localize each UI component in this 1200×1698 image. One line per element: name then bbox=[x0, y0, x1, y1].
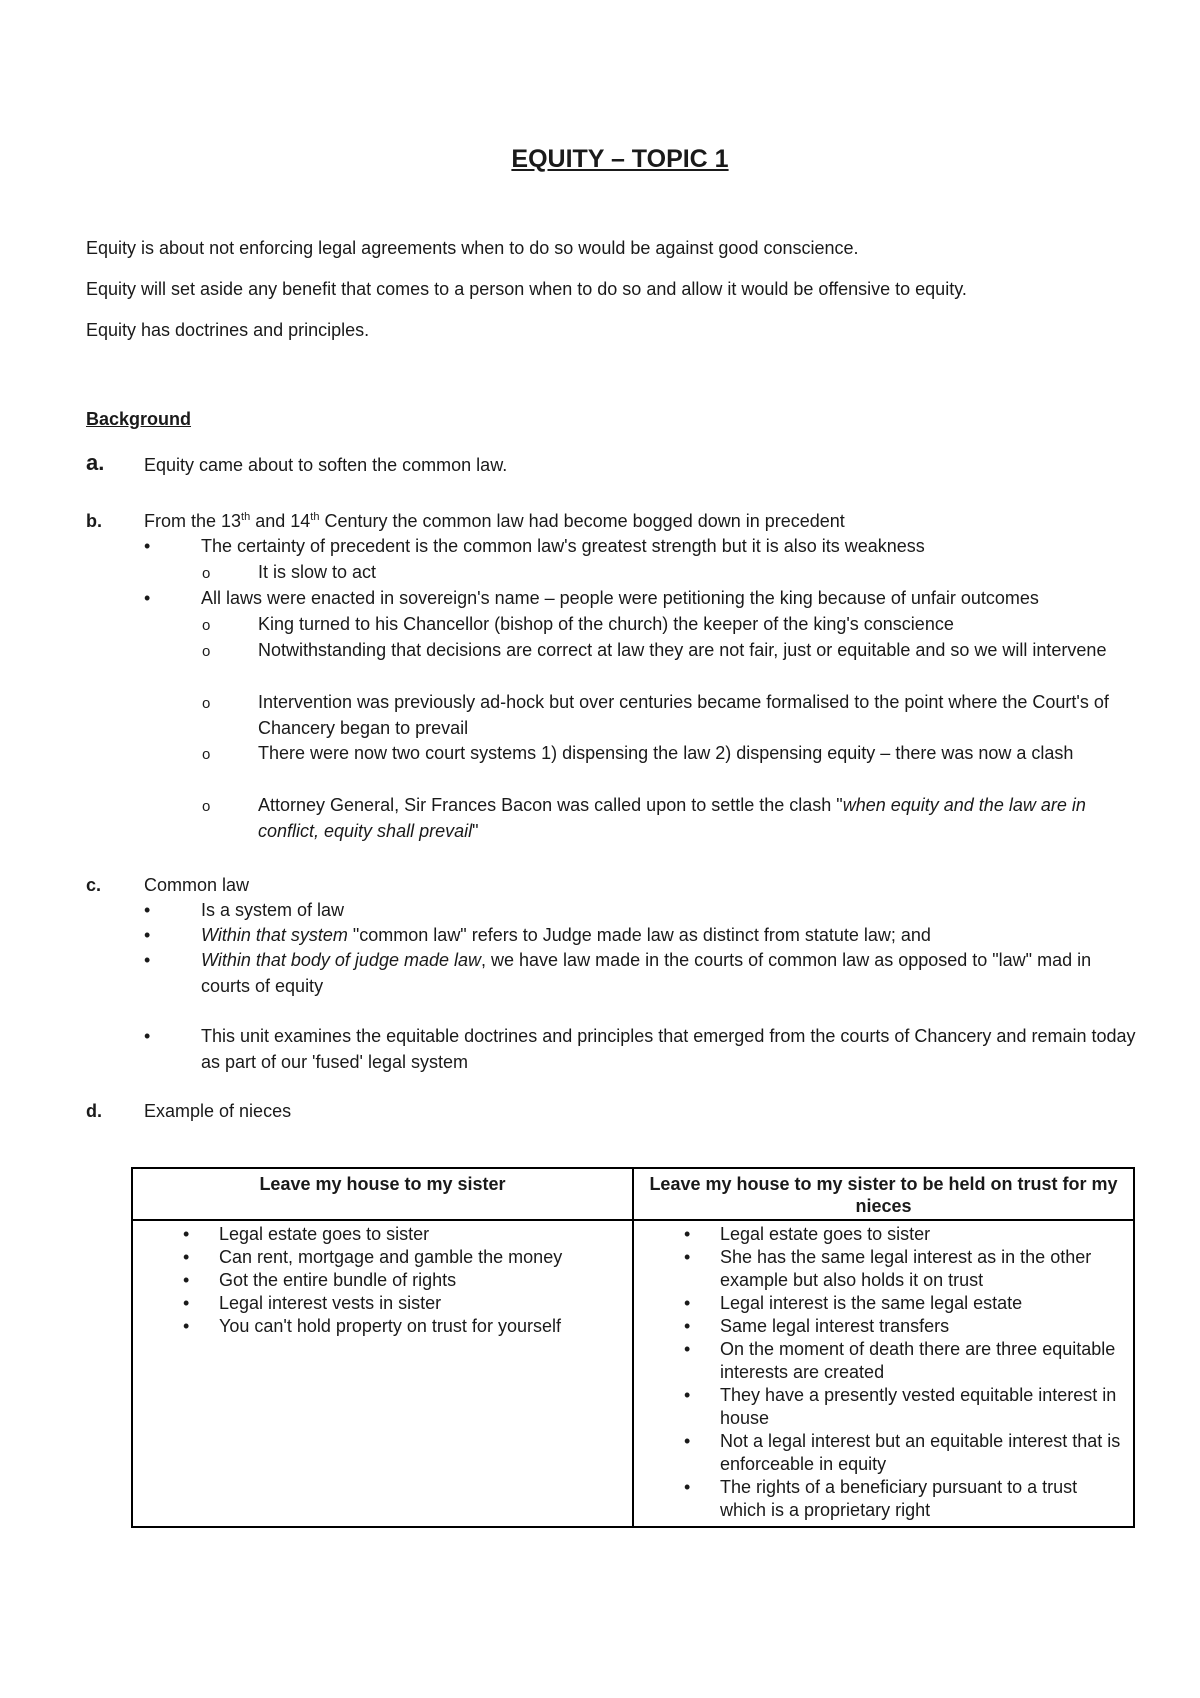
list-item: • On the moment of death there are three equitable interests are created bbox=[634, 1338, 1123, 1384]
item-a-text: Equity came about to soften the common law. bbox=[144, 455, 508, 475]
table-cell-col1 bbox=[132, 1220, 633, 1527]
list-item: • You can't hold property on trust for yourself bbox=[133, 1315, 622, 1338]
page-title: EQUITY – TOPIC 1 bbox=[511, 145, 729, 173]
item-c-bullet-1: • Is a system of law bbox=[201, 897, 1140, 923]
item-c-bullet-2: • Within that system "common law" refers to Judge made law as distinct from statute law; and bbox=[201, 922, 1140, 948]
list-item: • Legal interest is the same legal estate bbox=[634, 1292, 1123, 1315]
col2-bullet-list bbox=[634, 1223, 1123, 1522]
list-item: • Can rent, mortgage and gamble the money bbox=[133, 1246, 622, 1269]
intro-paragraph-1: Equity is about not enforcing legal agreements when to do so would be against good conscience. bbox=[86, 238, 859, 258]
item-b-bullet-2-sub-4: o There were now two court systems 1) dispensing the law 2) dispensing equity – there was now a clash bbox=[258, 740, 1140, 766]
list-item: • They have a presently vested equitable interest in house bbox=[634, 1384, 1123, 1430]
list-item: • Legal interest vests in sister bbox=[133, 1292, 622, 1315]
intro-paragraph-2: Equity will set aside any benefit that comes to a person when to do so and allow it would be offensive to equity. bbox=[86, 279, 967, 299]
item-b-bullet-1-sub-1: o It is slow to act bbox=[258, 559, 1140, 585]
item-c-label: c. bbox=[86, 875, 102, 895]
table-header-col2: Leave my house to my sister to be held on trust for my nieces bbox=[633, 1168, 1134, 1220]
list-item: • The rights of a beneficiary pursuant to a trust which is a proprietary right bbox=[634, 1476, 1123, 1522]
item-d-text: Example of nieces bbox=[144, 1101, 292, 1121]
item-b-bullet-2-sub-3: o Intervention was previously ad-hock but over centuries became formalised to the point where the Court's of Chancery began to prevail bbox=[258, 689, 1140, 741]
intro-paragraph-3: Equity has doctrines and principles. bbox=[86, 320, 370, 340]
item-b-label: b. bbox=[86, 511, 102, 531]
item-b-bullet-2-sub-2: o Notwithstanding that decisions are correct at law they are not fair, just or equitable and so we will intervene bbox=[258, 637, 1140, 663]
list-item: • Got the entire bundle of rights bbox=[133, 1269, 622, 1292]
table-header-col1: Leave my house to my sister bbox=[132, 1168, 633, 1220]
item-b-bullet-1: • The certainty of precedent is the common law's greatest strength but it is also its weakness bbox=[201, 533, 1140, 559]
item-c-bullet-3: • Within that body of judge made law, we have law made in the courts of common law as opposed to "law" mad in courts of equity bbox=[201, 947, 1140, 999]
table-header-row bbox=[132, 1168, 1134, 1220]
comparison-table bbox=[131, 1167, 1135, 1528]
item-b-bullet-2-sub-5: o Attorney General, Sir Frances Bacon was called upon to settle the clash "when equity and the law are in conflict, equity shall prevail" bbox=[258, 792, 1140, 844]
item-c-text: Common law bbox=[144, 875, 250, 895]
item-b-bullet-2-sub-1: o King turned to his Chancellor (bishop of the church) the keeper of the king's conscience bbox=[258, 611, 1140, 637]
item-c-bullet-4: • This unit examines the equitable doctrines and principles that emerged from the courts of Chancery and remain today as part of our 'fused' legal system bbox=[201, 1023, 1140, 1075]
background-heading: Background bbox=[86, 409, 192, 429]
list-item: • Same legal interest transfers bbox=[634, 1315, 1123, 1338]
col1-bullet-list bbox=[133, 1223, 622, 1338]
item-d-label: d. bbox=[86, 1101, 102, 1121]
list-item: • Legal estate goes to sister bbox=[634, 1223, 1123, 1246]
list-item: • Legal estate goes to sister bbox=[133, 1223, 622, 1246]
item-b-bullet-2: • All laws were enacted in sovereign's name – people were petitioning the king because of unfair outcomes bbox=[201, 585, 1140, 611]
list-item: • She has the same legal interest as in the other example but also holds it on trust bbox=[634, 1246, 1123, 1292]
list-item: • Not a legal interest but an equitable interest that is enforceable in equity bbox=[634, 1430, 1123, 1476]
table-cell-col2 bbox=[633, 1220, 1134, 1527]
table-row bbox=[132, 1220, 1134, 1527]
item-b-text: From the 13th and 14th Century the common law had become bogged down in precedent bbox=[144, 511, 845, 531]
item-a-label: a. bbox=[86, 450, 105, 475]
